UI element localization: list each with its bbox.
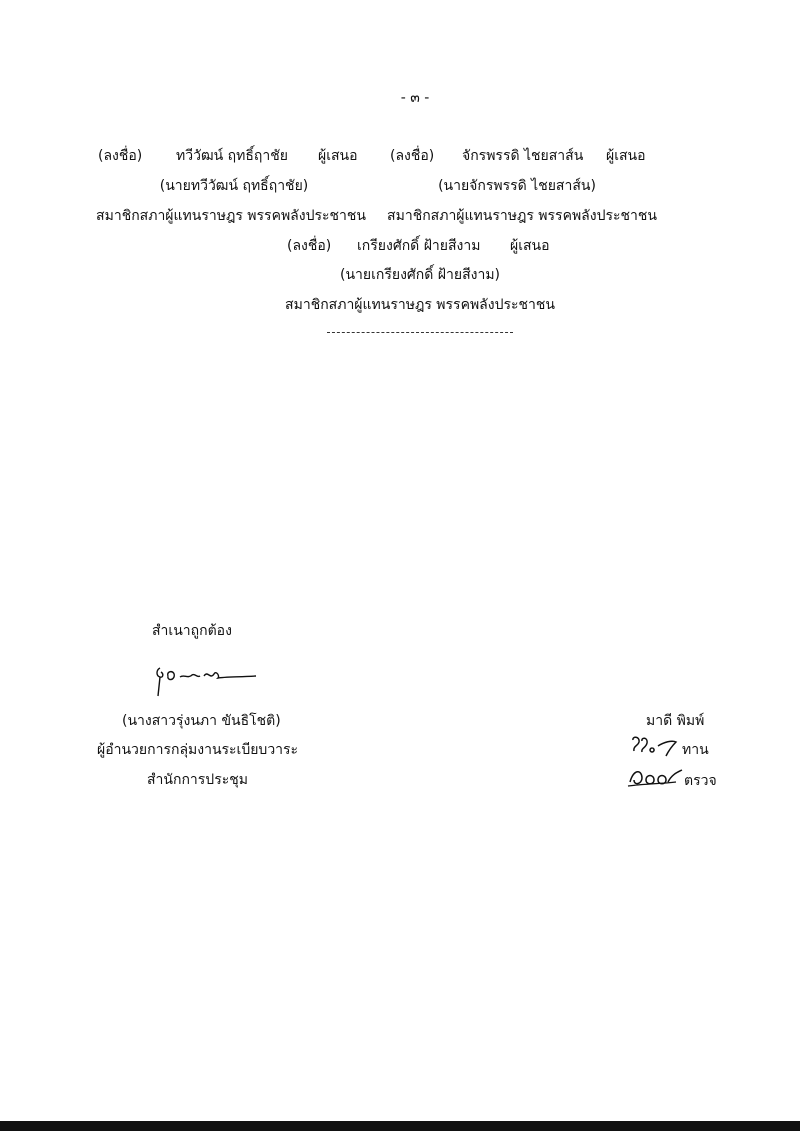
handwritten-signature (150, 660, 260, 700)
signer-1-role: ผู้เสนอ (318, 148, 358, 164)
signer-2-role: ผู้เสนอ (606, 148, 646, 164)
signer-2-signed-name: จักรพรรดิ ไชยสาส์น (462, 148, 584, 164)
signer-3-role: ผู้เสนอ (510, 238, 550, 254)
signer-2-full-name: (นายจักรพรรดิ ไชยสาส์น) (438, 178, 596, 194)
signer-1-full-name: (นายทวีวัฒน์ ฤทธิ์ฤาชัย) (159, 178, 309, 194)
signer-2-sign-prefix: (ลงชื่อ) (390, 148, 435, 164)
page-bottom-edge (0, 1121, 800, 1131)
signer-2-position: สมาชิกสภาผู้แทนราษฎร พรรคพลังประชาชน (387, 208, 657, 224)
certified-copy-label: สำเนาถูกต้อง (152, 623, 232, 639)
certifier-office: สำนักการประชุม (147, 772, 248, 788)
section-divider (327, 332, 513, 333)
page-number: - ๓ - (400, 90, 430, 106)
certifier-title: ผู้อำนวยการกลุ่มงานระเบียบวาระ (97, 742, 299, 758)
signer-1-sign-prefix: (ลงชื่อ) (98, 148, 143, 164)
typist-mark: มาดี พิมพ์ (646, 713, 705, 729)
signer-3-position: สมาชิกสภาผู้แทนราษฎร พรรคพลังประชาชน (285, 297, 555, 313)
signer-3-signed-name: เกรียงศักดิ์ ฝ้ายสีงาม (357, 238, 481, 254)
check-label: ตรวจ (684, 773, 717, 789)
check-initials (628, 764, 684, 790)
signer-1-signed-name: ทวีวัฒน์ ฤทธิ์ฤาชัย (176, 148, 288, 164)
signer-1-position: สมาชิกสภาผู้แทนราษฎร พรรคพลังประชาชน (96, 208, 366, 224)
signer-3-full-name: (นายเกรียงศักดิ์ ฝ้ายสีงาม) (339, 267, 501, 283)
signer-3-sign-prefix: (ลงชื่อ) (287, 238, 332, 254)
compare-initials (630, 734, 680, 758)
compare-label: ทาน (682, 742, 709, 758)
certifier-name: (นางสาวรุ่งนภา ขันธิโชติ) (122, 713, 281, 729)
